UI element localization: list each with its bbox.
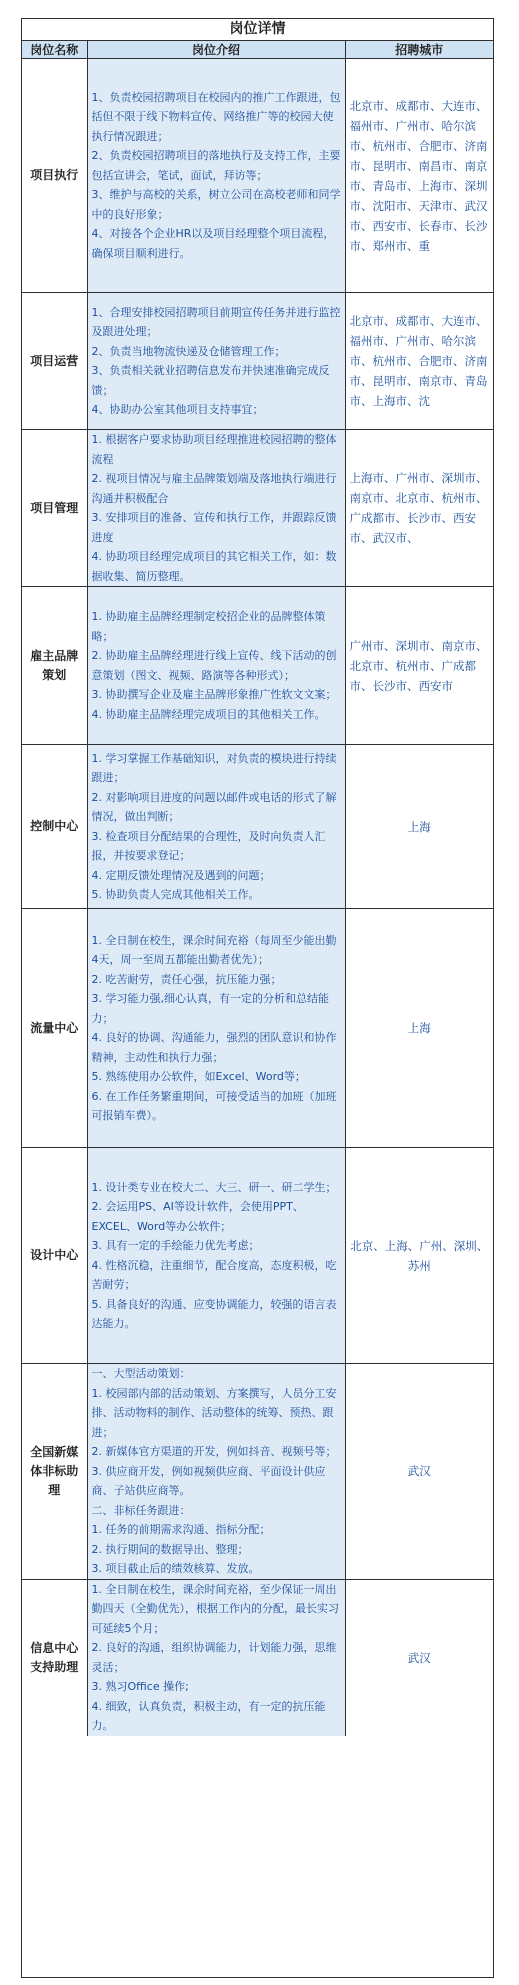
position-desc [87,909,345,1148]
desc-line: 2. 执行期间的数据导出、整理； [91,1542,249,1556]
desc-line: 2. 协助雇主品牌经理进行线上宣传、线下活动的创意策划（图文、视频、路演等各种形式）； [91,649,337,682]
desc-line: 1、合理安排校园招聘项目前期宣传任务并进行监控及跟进处理； [91,305,341,338]
recruit-cities: 北京市、成都市、大连市、福州市、广州市、哈尔滨市、杭州市、合肥市、济南市、昆明市、南京市、青岛市、上海市、沈 [345,293,493,430]
position-desc [87,1579,345,1736]
position-name: 控制中心 [22,745,87,909]
desc-line: 4. 细致，认真负责，积极主动，有一定的抗压能力。 [91,1699,326,1732]
desc-line: 2. 会运用PS、AI等设计软件，会使用PPT、EXCEL、Word等办公软件； [91,1200,304,1233]
table-row [22,59,493,293]
desc-line: 6. 在工作任务繁重期间，可接受适当的加班（加班可报销车费）。 [91,1089,337,1122]
position-desc [87,745,345,909]
desc-line: 2. 对影响项目进度的问题以邮件或电话的形式了解情况，做出判断； [91,790,337,823]
position-desc [87,59,345,293]
desc-line: 1. 全日制在校生，课余时间充裕（每周至少能出勤4天，周一至周五都能出勤者优先）； [91,933,337,966]
desc-line: 5. 熟练使用办公软件，如Excel、Word等； [91,1070,306,1083]
table-row [22,909,493,1148]
desc-line: 3、维护与高校的关系，树立公司在高校老师和同学中的良好形象； [91,188,341,221]
jobs-table [22,41,493,1736]
table-row [22,1364,493,1580]
recruit-cities: 北京、上海、广州、深圳、苏州 [345,1148,493,1364]
desc-line: 1. 校园部内部的活动策划、方案撰写，人员分工安排、活动物料的制作、活动整体的统筹、预热、跟进； [91,1386,337,1439]
recruit-cities: 北京市、成都市、大连市、福州市、广州市、哈尔滨市、杭州市、合肥市、济南市、昆明市、南昌市、南京市、青岛市、上海市、深圳市、沈阳市、天津市、武汉市、西安市、长春市、长沙市、郑州市、重 [345,59,493,293]
desc-line: 4. 良好的协调、沟通能力，强烈的团队意识和协作精神，主动性和执行力强； [91,1031,337,1064]
table-title: 岗位详情 [22,19,493,41]
desc-line: 1. 设计类专业在校大二、大三、研一、研二学生； [91,1180,337,1194]
header-position-name: 岗位名称 [22,41,87,59]
position-name: 项目执行 [22,59,87,293]
desc-line: 3. 检查项目分配结果的合理性，及时向负责人汇报，并按要求登记； [91,829,326,862]
desc-line: 3、负责相关就业招聘信息发布并快速准确完成反馈； [91,364,330,397]
desc-line: 3. 供应商开发，例如视频供应商、平面设计供应商、子站供应商等。 [91,1464,326,1497]
header-city: 招聘城市 [345,41,493,59]
desc-line: 4. 协助项目经理完成项目的其它相关工作，如：数据收集、简历整理。 [91,550,337,583]
position-name: 雇主品牌策划 [22,587,87,745]
desc-line: 3. 安排项目的准备、宣传和执行工作，并跟踪反馈进度 [91,511,337,544]
position-name: 全国新媒体非标助理 [22,1364,87,1580]
desc-line: 1. 协助雇主品牌经理制定校招企业的品牌整体策略； [91,610,326,643]
desc-line: 3. 协助撰写企业及雇主品牌形象推广性软文文案； [91,688,337,701]
desc-line: 1. 根据客户要求协助项目经理推进校园招聘的整体流程 [91,433,337,466]
desc-line: 4、协助办公室其他项目支持事宜； [91,403,264,416]
position-name: 流量中心 [22,909,87,1148]
desc-line: 3. 学习能力强,细心认真，有一定的分析和总结能力； [91,992,329,1025]
desc-line: 4. 性格沉稳，注重细节，配合度高，态度积极，吃苦耐劳； [91,1258,337,1291]
position-desc [87,1364,345,1580]
desc-line: 1. 任务的前期需求沟通、指标分配； [91,1523,271,1536]
job-details-table [21,18,494,1978]
desc-line: 5. 具备良好的沟通、应变协调能力，较强的语言表达能力。 [91,1297,337,1330]
recruit-cities: 武汉 [345,1364,493,1580]
desc-line: 4、对接各个企业HR以及项目经理整个项目流程，确保项目顺利进行。 [91,227,335,260]
desc-line: 2、负责校园招聘项目的落地执行及支持工作，主要包括宣讲会，笔试，面试，拜访等； [91,149,341,182]
desc-line: 3. 项目截止后的绩效核算、发放。 [91,1562,260,1575]
desc-line: 5. 协助负责人完成其他相关工作。 [91,888,260,901]
desc-line: 4. 协助雇主品牌经理完成项目的其他相关工作。 [91,707,326,721]
desc-line: 2. 良好的沟通，组织协调能力，计划能力强，思维灵活； [91,1641,337,1674]
table-row [22,293,493,430]
recruit-cities: 上海市、广州市、深圳市、南京市、北京市、杭州市、广成都市、长沙市、西安市、武汉市、 [345,430,493,587]
position-name: 项目运营 [22,293,87,430]
position-desc [87,293,345,430]
recruit-cities: 广州市、深圳市、南京市、北京市、杭州市、广成都市、长沙市、西安市 [345,587,493,745]
desc-line: 3. 熟习Office 操作; [91,1680,189,1693]
desc-line: 2. 视项目情况与雇主品牌策划端及落地执行端进行沟通并积极配合 [91,472,337,505]
recruit-cities: 上海 [345,909,493,1148]
desc-line: 1. 学习掌握工作基础知识，对负责的模块进行持续跟进； [91,751,337,784]
desc-line: 3. 具有一定的手绘能力优先考虑； [91,1239,260,1252]
desc-line: 二、非标任务跟进： [91,1503,191,1517]
table-row [22,430,493,587]
desc-line: 1. 全日制在校生，课余时间充裕，至少保证一周出勤四天（全勤优先），根据工作内的分配，最长实习可延续5个月； [91,1582,339,1635]
position-desc [87,430,345,587]
position-name: 信息中心支持助理 [22,1579,87,1736]
position-name: 设计中心 [22,1148,87,1364]
desc-line: 4. 定期反馈处理情况及遇到的问题； [91,868,271,882]
position-desc [87,587,345,745]
desc-line: 一、大型活动策划： [91,1367,191,1380]
table-row [22,587,493,745]
recruit-cities: 上海 [345,745,493,909]
table-row [22,745,493,909]
desc-line: 2. 吃苦耐劳，责任心强，抗压能力强； [91,972,282,986]
recruit-cities: 武汉 [345,1579,493,1736]
position-desc [87,1148,345,1364]
table-row [22,1579,493,1736]
position-name: 项目管理 [22,430,87,587]
header-position-desc: 岗位介绍 [87,41,345,59]
desc-line: 2. 新媒体官方渠道的开发，例如抖音、视频号等； [91,1445,337,1458]
desc-line: 2、负责当地物流快递及仓储管理工作； [91,344,286,358]
table-row [22,1148,493,1364]
header-row [22,41,493,59]
desc-line: 1、负责校园招聘项目在校园内的推广工作跟进，包括但不限于线下物料宣传、网络推广等的校园大使执行情况跟进； [91,90,341,143]
